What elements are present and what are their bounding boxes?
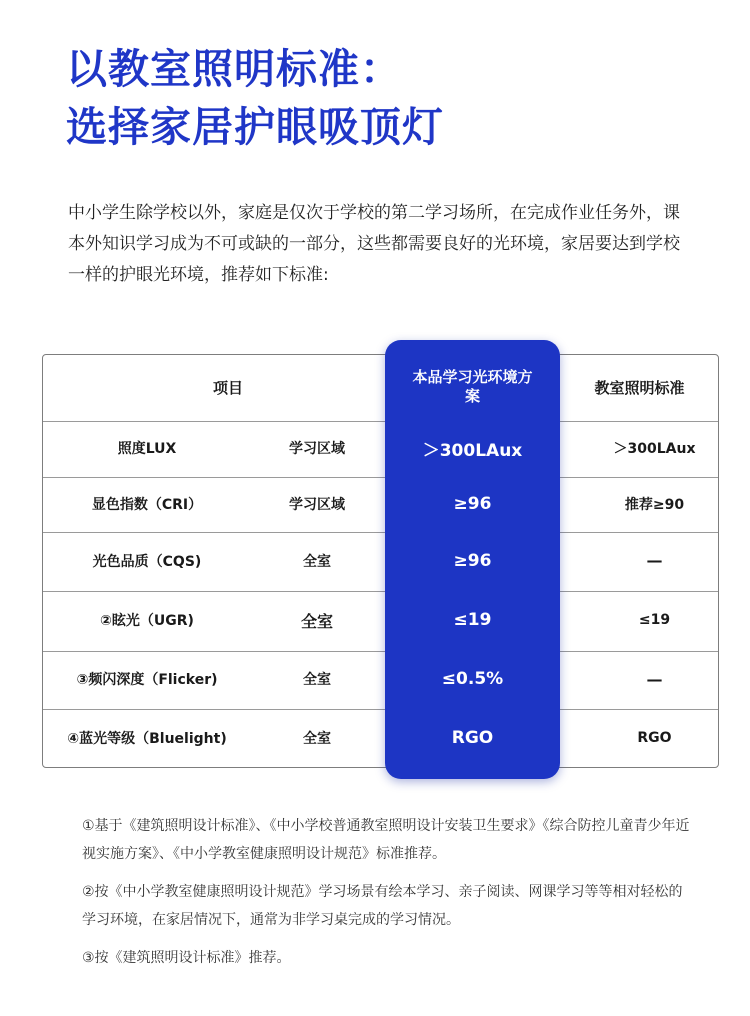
row-standard-value: 推荐≥90 <box>624 496 685 513</box>
intro-paragraph: 中小学生除学校以外，家庭是仅次于学校的第二学习场所，在完成作业任务外，课本外知识学习成为不可或缺的一部分，这些都需要良好的光环境，家居要达到学校一样的护眼光环境，推荐如下标准: <box>68 203 680 285</box>
row-standard-value: — <box>646 669 663 689</box>
row-product-value: ≤19 <box>453 610 492 630</box>
row-area: 全室 <box>303 672 331 688</box>
page-title <box>66 40 444 156</box>
row-item-label: ③频闪深度（Flicker) <box>76 672 218 688</box>
row-area: 学习区域 <box>289 496 345 513</box>
row-area: 全室 <box>303 731 331 747</box>
row-area: 全室 <box>303 553 331 570</box>
row-item-label: ④蓝光等级（Bluelight) <box>67 731 227 747</box>
row-area: 全室 <box>300 611 333 631</box>
header-standard: 教室照明标准 <box>594 378 685 397</box>
row-item-label: 显色指数（CRI） <box>91 496 203 513</box>
footnote-1: ①基于《建筑照明设计标准》、《中小学校普通教室照明设计安装卫生要求》《综合防控儿童青少年近视实施方案》、《中小学教室健康照明设计规范》标准推荐。 <box>82 818 690 862</box>
row-product-value: ≤0.5% <box>441 669 504 689</box>
row-standard-value: — <box>646 551 663 570</box>
row-standard-value: RGO <box>637 730 672 746</box>
footnotes <box>82 812 692 982</box>
footnote-2: ②按《中小学教室健康照明设计规范》学习场景有绘本学习、亲子阅读、网课学习等等相对轻松的学习环境，在家居情况下，通常为非学习桌完成的学习情况。 <box>82 884 683 928</box>
row-standard-value: ＞300LAux <box>613 441 696 457</box>
row-item-label: 照度LUX <box>117 441 177 457</box>
title-line-1: 以教室照明标准： <box>66 45 402 93</box>
row-item-label: ②眩光（UGR) <box>100 613 194 629</box>
header-product: 本品学习光环境方案 <box>412 368 533 405</box>
row-area: 学习区域 <box>289 441 345 457</box>
row-standard-value: ≤19 <box>638 612 671 628</box>
header-item: 项目 <box>212 378 243 397</box>
row-product-value: ≥96 <box>453 493 492 514</box>
title-line-2: 选择家居护眼吸顶灯 <box>66 103 444 151</box>
footnote-3: ③按《建筑照明设计标准》推荐。 <box>82 950 291 966</box>
row-product-value: RGO <box>451 728 494 748</box>
row-product-value: ＞300LAux <box>422 440 523 461</box>
row-item-label: 光色品质（CQS) <box>92 553 202 570</box>
row-product-value: ≥96 <box>453 550 492 571</box>
